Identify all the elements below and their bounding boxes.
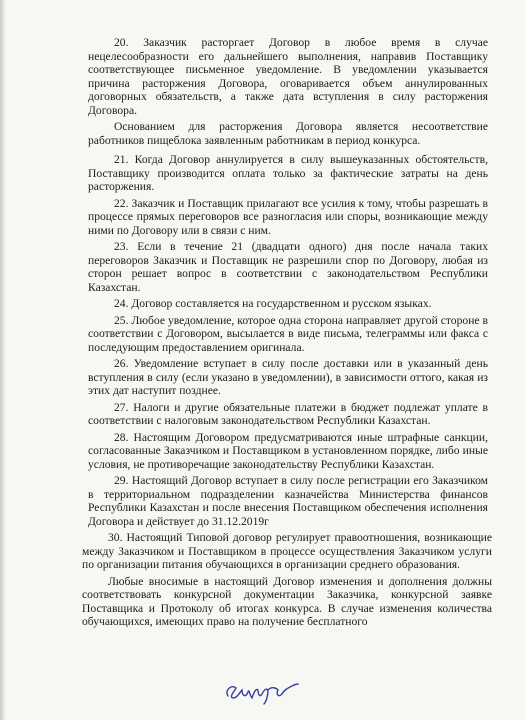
paragraph-21: 21. Когда Договор аннулируется в силу вышеуказанных обстоятельств, Поставщику производится оплата только за фактические затраты на день расторжения. <box>88 153 488 193</box>
paragraph-28: 28. Настоящим Договором предусматриваются иные штрафные санкции, согласованные Заказчиком и Поставщиком в установленном порядке, либо иные условия, не противоречащие законодательству Республики Казахстан. <box>88 430 488 471</box>
paragraph-26: 26. Уведомление вступает в силу после доставки или в указанный день вступления в силу (если указано в уведомлении), в зависимости оттого, какая из этих дат наступит позднее. <box>88 357 488 397</box>
paragraph-30: 30. Настоящий Типовой договор регулирует правоотношения, возникающие между Заказчиком и Поставщиком в процессе осуществления Заказчиком услуги по организации питания обучающихся в организации среднего образования. <box>82 531 492 571</box>
paragraph-20: 20. Заказчик расторгает Договор в любое время в случае нецелесообразности его дальнейшего выполнения, направив Поставщику соответствующее письменное уведомление. В уведомлении указывается причина расторжения Договора, оговаривается объем аннулированных договорных обязательств, а также дата вступления в силу расторжения Договора. <box>88 36 488 117</box>
paragraph-24: 24. Договор составляется на государственном и русском языках. <box>114 297 432 310</box>
paragraph-22: 22. Заказчик и Поставщик прилагают все усилия к тому, чтобы разрешать в процессе прямых переговоров все разногласия или споры, возникающие между ними по Договору или в связи с ним. <box>88 196 488 237</box>
page-edge-shadow <box>0 0 6 720</box>
paragraph-29: 29. Настоящий Договор вступает в силу после регистрации его Заказчиком в территориальном подразделении казначейства Министерства финансов Республики Казахстан и после внесения Поставщиком обеспечения исполнения Договора и действует до 31.12.2019г <box>88 474 488 528</box>
document-body <box>82 36 492 632</box>
signature-icon <box>222 676 300 706</box>
paragraph-25: 25. Любое уведомление, которое одна сторона направляет другой стороне в соответствии с Договором, высылается в виде письма, телеграммы или факса с последующим предоставлением оригинала. <box>88 313 488 354</box>
paragraph-amendments: Любые вносимые в настоящий Договор изменения и дополнения должны соответствовать конкурсной документации Заказчика, конкурсной заявке Поставщика и Протоколу об итогах конкурса. В случае изменения количества обучающихся, имеющих право на получение бесплатного <box>82 574 492 628</box>
paragraph-23: 23. Если в течение 21 (двадцати одного) дня после начала таких переговоров Заказчик и Поставщик не разрешили спор по Договору, любая из сторон решает вопрос в соответствии с законодательством Республики Казахстан. <box>88 240 488 294</box>
paragraph-termination-basis: Основанием для расторжения Договора является несоответствие работников пищеблока заявленным работникам в период конкурса. <box>88 120 488 147</box>
paragraph-27: 27. Налоги и другие обязательные платежи в бюджет подлежат уплате в соответствии с налоговым законодательством Республики Казахстан. <box>88 400 488 427</box>
